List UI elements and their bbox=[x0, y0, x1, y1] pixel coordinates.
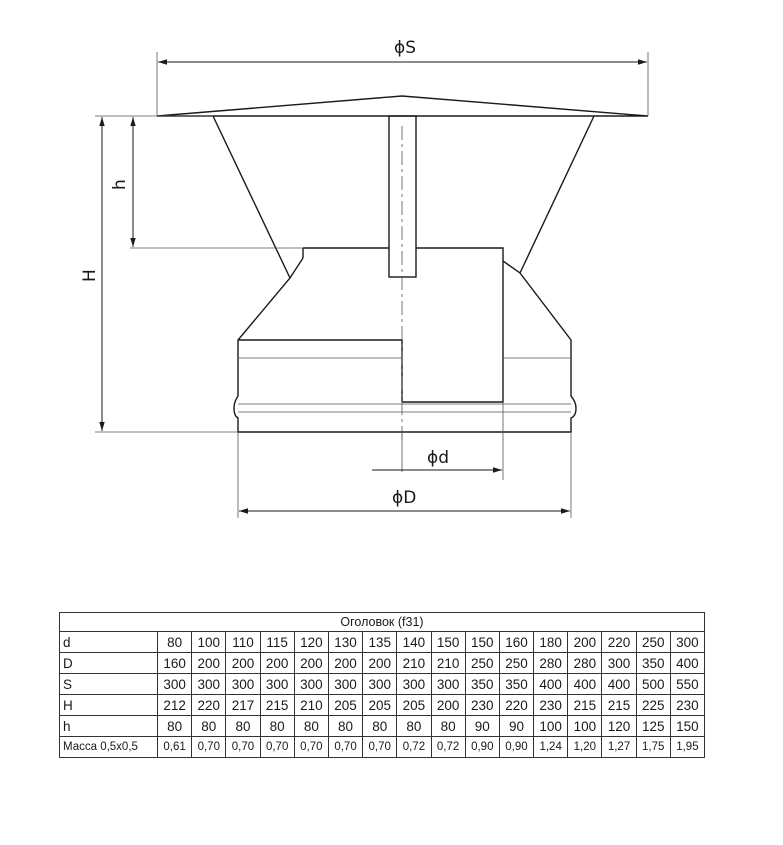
table-cell: 200 bbox=[431, 695, 465, 716]
inner-wall bbox=[238, 340, 402, 402]
cap-roof bbox=[157, 96, 648, 116]
table-cell: 90 bbox=[465, 716, 499, 737]
table-cell: 100 bbox=[568, 716, 602, 737]
cap-skirt bbox=[213, 116, 594, 278]
table-cell: 550 bbox=[670, 674, 704, 695]
table-cell: 300 bbox=[294, 674, 328, 695]
table-cell: 0,70 bbox=[328, 737, 362, 758]
table-cell: 205 bbox=[397, 695, 431, 716]
table-cell: 0,70 bbox=[192, 737, 226, 758]
table-cell: 300 bbox=[158, 674, 192, 695]
table-cell: 0,72 bbox=[431, 737, 465, 758]
table-cell: 230 bbox=[465, 695, 499, 716]
row-label: h bbox=[60, 716, 158, 737]
table-cell: 250 bbox=[465, 653, 499, 674]
table-cell: 205 bbox=[363, 695, 397, 716]
table-cell: 80 bbox=[260, 716, 294, 737]
table-cell: 100 bbox=[534, 716, 568, 737]
row-label: H bbox=[60, 695, 158, 716]
table-row bbox=[60, 695, 705, 716]
table-cell: 150 bbox=[670, 716, 704, 737]
table-cell: 350 bbox=[499, 674, 533, 695]
table-cell: 0,70 bbox=[294, 737, 328, 758]
table-cell: 400 bbox=[534, 674, 568, 695]
table-cell: 220 bbox=[192, 695, 226, 716]
table-caption: Оголовок (f31) bbox=[60, 613, 705, 632]
table-cell: 205 bbox=[328, 695, 362, 716]
table-cell: 0,72 bbox=[397, 737, 431, 758]
table-cell: 200 bbox=[363, 653, 397, 674]
table-cell: 80 bbox=[158, 716, 192, 737]
table-cell: 300 bbox=[260, 674, 294, 695]
table-row bbox=[60, 632, 705, 653]
table-cell: 300 bbox=[431, 674, 465, 695]
dimension-labels bbox=[80, 38, 449, 508]
thin-lines bbox=[95, 52, 648, 518]
table-cell: 115 bbox=[260, 632, 294, 653]
table-cell: 120 bbox=[602, 716, 636, 737]
table-cell: 0,61 bbox=[158, 737, 192, 758]
table-cell: 217 bbox=[226, 695, 260, 716]
table-cell: 300 bbox=[602, 653, 636, 674]
table-cell: 200 bbox=[192, 653, 226, 674]
table-cell: 0,70 bbox=[363, 737, 397, 758]
table-cell: 1,24 bbox=[534, 737, 568, 758]
label-d: ϕd bbox=[427, 448, 450, 468]
dimension-lines bbox=[102, 62, 647, 511]
table-cell: 90 bbox=[499, 716, 533, 737]
table-cell: 280 bbox=[568, 653, 602, 674]
label-S: ϕS bbox=[394, 38, 417, 58]
table-cell: 120 bbox=[294, 632, 328, 653]
table-cell: 160 bbox=[499, 632, 533, 653]
label-D: ϕD bbox=[392, 488, 417, 508]
table-cell: 350 bbox=[636, 653, 670, 674]
table-cell: 150 bbox=[431, 632, 465, 653]
cap-outline bbox=[157, 96, 648, 432]
table-cell: 150 bbox=[465, 632, 499, 653]
table-cell: 200 bbox=[260, 653, 294, 674]
table-cell: 215 bbox=[568, 695, 602, 716]
table-cell: 230 bbox=[534, 695, 568, 716]
table-cell: 300 bbox=[363, 674, 397, 695]
table-cell: 350 bbox=[465, 674, 499, 695]
table-cell: 400 bbox=[602, 674, 636, 695]
table-row bbox=[60, 737, 705, 758]
table-cell: 0,90 bbox=[465, 737, 499, 758]
table-cell: 250 bbox=[636, 632, 670, 653]
table-cell: 500 bbox=[636, 674, 670, 695]
table-cell: 300 bbox=[670, 632, 704, 653]
row-label: Масса 0,5х0,5 bbox=[60, 737, 158, 758]
table-cell: 210 bbox=[431, 653, 465, 674]
table-cell: 80 bbox=[363, 716, 397, 737]
label-h: h bbox=[110, 179, 130, 190]
specification-table-wrap bbox=[59, 612, 705, 758]
table-cell: 80 bbox=[294, 716, 328, 737]
table-cell: 200 bbox=[226, 653, 260, 674]
center-rod bbox=[389, 116, 416, 277]
table-cell: 210 bbox=[294, 695, 328, 716]
table-cell: 160 bbox=[158, 653, 192, 674]
row-label: S bbox=[60, 674, 158, 695]
label-H: H bbox=[80, 269, 100, 282]
table-cell: 80 bbox=[328, 716, 362, 737]
table-cell: 220 bbox=[499, 695, 533, 716]
table-cell: 200 bbox=[568, 632, 602, 653]
table-cell: 220 bbox=[602, 632, 636, 653]
row-label: D bbox=[60, 653, 158, 674]
table-cell: 1,95 bbox=[670, 737, 704, 758]
table-cell: 110 bbox=[226, 632, 260, 653]
table-cell: 130 bbox=[328, 632, 362, 653]
table-cell: 80 bbox=[192, 716, 226, 737]
table-cell: 200 bbox=[294, 653, 328, 674]
table-cell: 215 bbox=[602, 695, 636, 716]
table-cell: 180 bbox=[534, 632, 568, 653]
table-cell: 300 bbox=[328, 674, 362, 695]
table-cell: 0,70 bbox=[260, 737, 294, 758]
table-cell: 1,20 bbox=[568, 737, 602, 758]
table-row bbox=[60, 674, 705, 695]
table-cell: 215 bbox=[260, 695, 294, 716]
table-cell: 200 bbox=[328, 653, 362, 674]
table-cell: 135 bbox=[363, 632, 397, 653]
body-cone bbox=[234, 258, 576, 432]
table-cell: 125 bbox=[636, 716, 670, 737]
table-cell: 140 bbox=[397, 632, 431, 653]
table-cell: 80 bbox=[226, 716, 260, 737]
table-cell: 0,70 bbox=[226, 737, 260, 758]
table-cell: 80 bbox=[431, 716, 465, 737]
table-cell: 100 bbox=[192, 632, 226, 653]
table-cell: 400 bbox=[568, 674, 602, 695]
table-cell: 280 bbox=[534, 653, 568, 674]
table-cell: 80 bbox=[158, 632, 192, 653]
table-cell: 230 bbox=[670, 695, 704, 716]
row-label: d bbox=[60, 632, 158, 653]
inner-band bbox=[303, 248, 503, 402]
specification-table-body bbox=[60, 613, 705, 758]
table-row bbox=[60, 653, 705, 674]
table-cell: 400 bbox=[670, 653, 704, 674]
table-cell: 300 bbox=[397, 674, 431, 695]
table-cell: 0,90 bbox=[499, 737, 533, 758]
table-cell: 210 bbox=[397, 653, 431, 674]
table-cell: 300 bbox=[192, 674, 226, 695]
table-row bbox=[60, 716, 705, 737]
table-cell: 250 bbox=[499, 653, 533, 674]
table-cell: 212 bbox=[158, 695, 192, 716]
table-cell: 300 bbox=[226, 674, 260, 695]
table-cell: 1,27 bbox=[602, 737, 636, 758]
table-cell: 1,75 bbox=[636, 737, 670, 758]
specification-table bbox=[59, 612, 705, 758]
table-cell: 80 bbox=[397, 716, 431, 737]
table-cell: 225 bbox=[636, 695, 670, 716]
